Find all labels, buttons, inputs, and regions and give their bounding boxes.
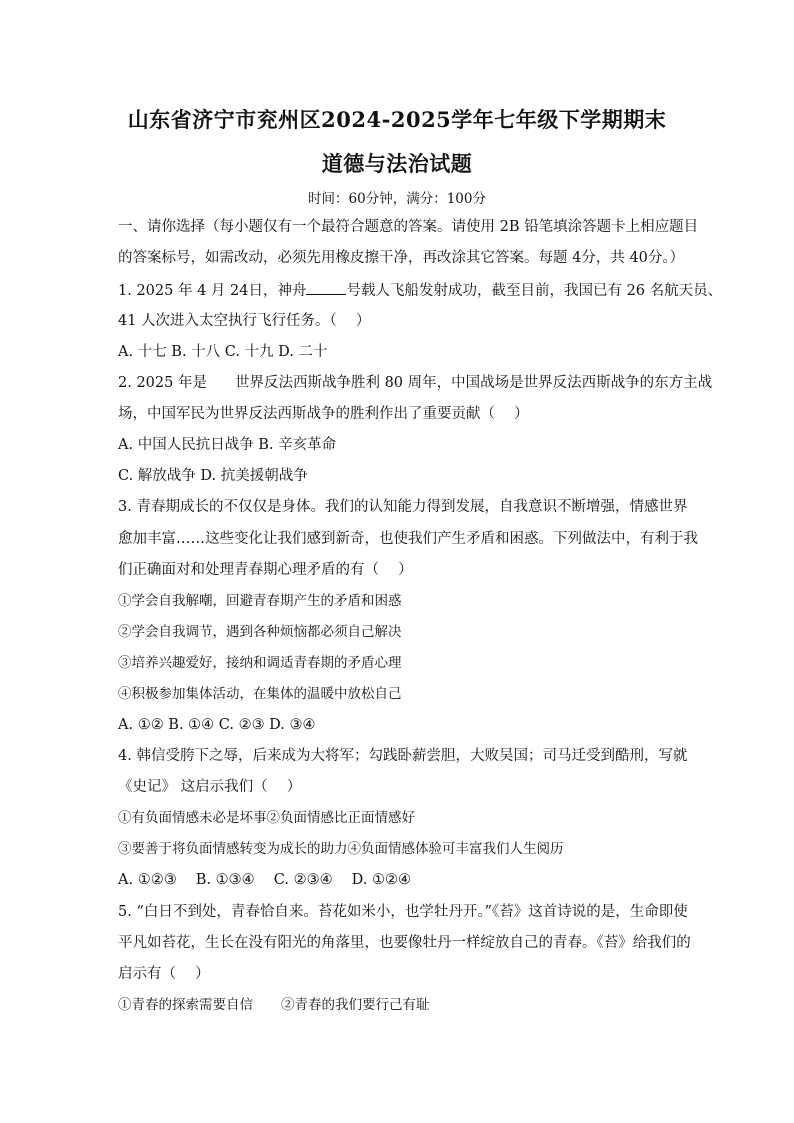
section1-instruction-line1: 一、请你选择（每小题仅有一个最符合题意的答案。请使用 2B 铅笔填涂答题卡上相应题目 [118,219,699,235]
q4-stem-line2: 《史记》 这启示我们（ ） [118,779,302,795]
q3-stem-line1: 3. 青春期成长的不仅仅是身体。我们的认知能力得到发展，自我意识不断增强，情感世界 [118,499,688,515]
exam-title-line1: 山东省济宁市兖州区2024-2025学年七年级下学期期末 [127,107,667,132]
q2-options-line2: C. 解放战争 D. 抗美援朝战争 [118,468,308,484]
q1-blank [306,280,346,295]
q1-stem-part1: 1. 2025 年 4 月 24日，神舟 [118,283,307,299]
q3-options: A. ①② B. ①④ C. ②③ D. ③④ [118,717,316,733]
section1-instruction-line2: 的答案标号，如需改动，必须先用橡皮擦干净，再改涂其它答案。每题 4分，共 40分。） [118,250,685,266]
q2-stem-part2: 世界反法西斯战争胜利 80 周年，中国战场是世界反法西斯战争的东方主战 [234,375,713,391]
q3-stem-line2: 愈加丰富……这些变化让我们感到新奇，也使我们产生矛盾和困惑。下列做法中，有利于我 [118,531,698,547]
q1-stem-part2: 号载人飞船发射成功，截至目前，我国已有 26 名航天员、 [346,283,723,299]
q5-item-a: ①青春的探索需要自信 [118,997,253,1013]
q3-item1: ①学会自我解嘲，回避青春期产生的矛盾和困惑 [118,593,402,609]
q1-stem-line2: 41 人次进入太空执行飞行任务。（ ） [118,313,371,329]
q4-items-line1: ①有负面情感未必是坏事②负面情感比正面情感好 [118,810,415,826]
q3-item2: ②学会自我调节，遇到各种烦恼都必须自己解决 [118,624,402,640]
q4-items-line2: ③要善于将负面情感转变为成长的助力④负面情感体验可丰富我们人生阅历 [118,841,564,857]
q2-stem-line2: 场，中国军民为世界反法西斯战争的胜利作出了重要贡献（ ） [118,406,529,422]
q2-stem-part1: 2. 2025 年是 [118,375,207,391]
q5-stem-line2: 平凡如苔花，生长在没有阳光的角落里，也要像牡丹一样绽放自己的青春。《苔》给我们的 [118,935,691,951]
q5-item-b: ②青春的我们要行己有耻 [281,997,430,1013]
q4-stem-line1: 4. 韩信受胯下之辱，后来成为大将军；勾践卧薪尝胆，大败吴国；司马迁受到酷刑，写就 [118,748,688,764]
q5-stem-line1: 5. “白日不到处，青春恰自来。苔花如米小，也学牡丹开。”《苔》这首诗说的是，生命即使 [118,904,688,920]
q4-options: A. ①②③ B. ①③④ C. ②③④ D. ①②④ [118,872,412,888]
q3-stem-line3: 们正确面对和处理青春期心理矛盾的有（ ） [118,562,413,578]
q1-stem-line1 [118,280,723,301]
exam-title-line2: 道德与法治试题 [321,151,473,176]
q5-stem-line3: 启示有（ ） [118,966,210,982]
q1-options: A. 十七 B. 十八 C. 十九 D. 二十 [118,344,328,360]
q3-item3: ③培养兴趣爱好，接纳和调适青春期的矛盾心理 [118,655,402,671]
q5-items [118,995,678,1015]
exam-meta: 时间：60分钟，满分：100分 [308,191,486,207]
q2-options-line1: A. 中国人民抗日战争 B. 辛亥革命 [118,437,337,453]
q2-stem-line1 [118,373,713,393]
q3-item4: ④积极参加集体活动，在集体的温暖中放松自己 [118,686,402,702]
